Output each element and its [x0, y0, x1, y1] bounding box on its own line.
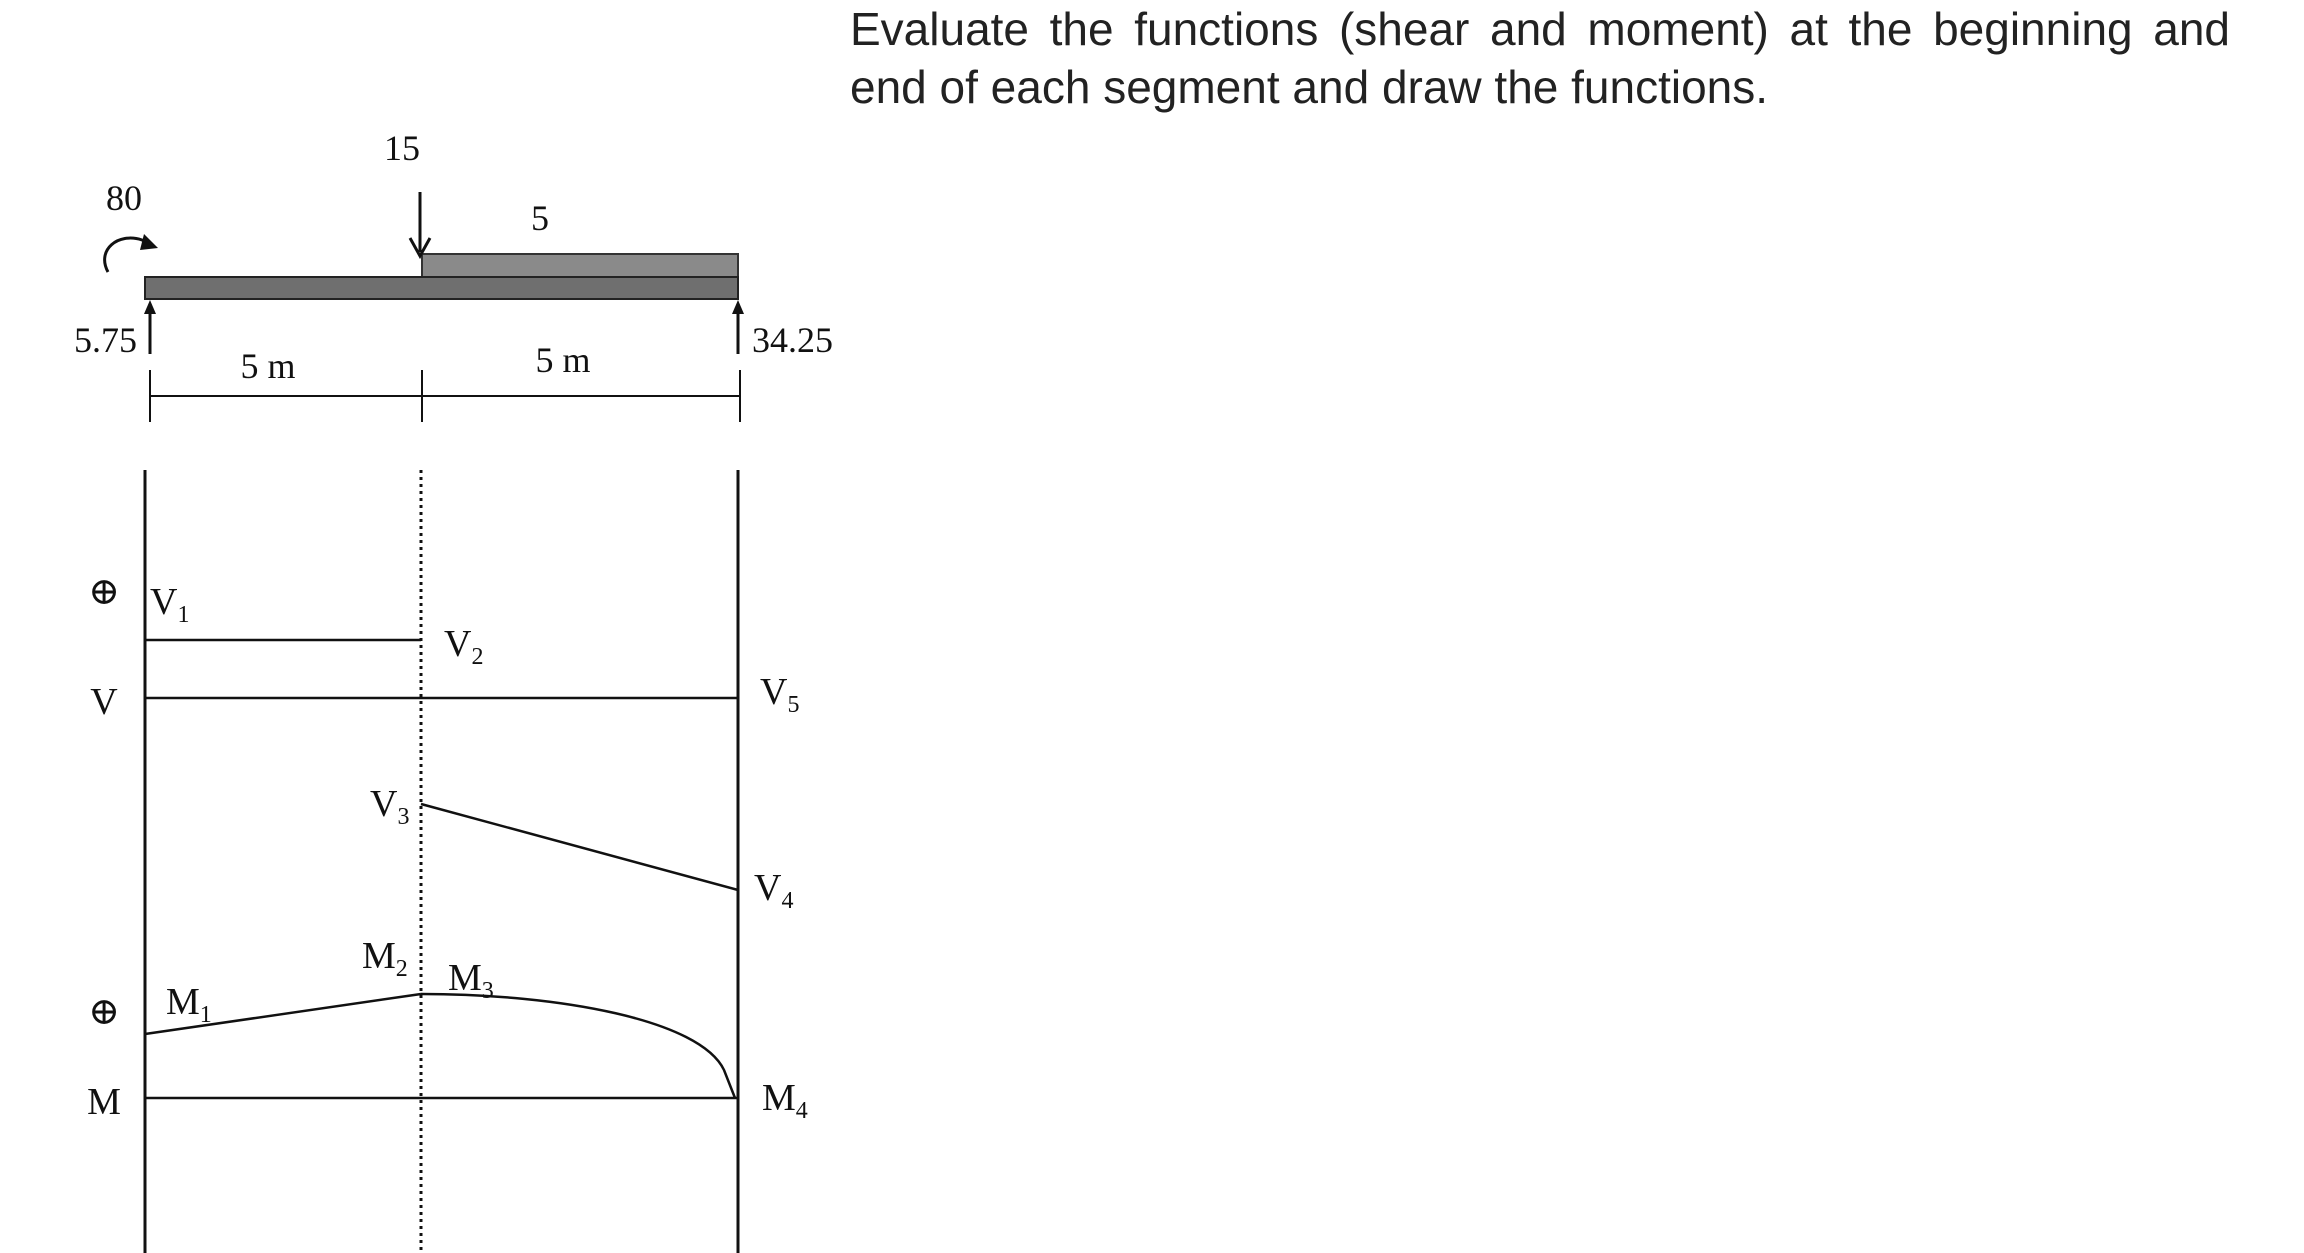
shear-label-v1: $V_1$ [150, 581, 190, 628]
distributed-load-label: 5 [531, 198, 549, 238]
moment-label-m3: $M_3$ [448, 957, 494, 1004]
moment-axis-label: M [87, 1081, 121, 1123]
moment-label-m1: $M_1$ [166, 981, 212, 1028]
beam [145, 277, 738, 299]
shear-segment-2 [421, 804, 738, 890]
moment-segment-2 [421, 994, 735, 1098]
span-right-label: 5 m [535, 340, 591, 380]
point-load-label: 15 [384, 128, 420, 168]
span-left-label: 5 m [240, 346, 296, 386]
moment-arrowhead [140, 234, 158, 250]
left-reaction-label: 5.75 [74, 320, 137, 360]
moment-label-m2: $M_2$ [362, 935, 408, 982]
moment-label-m4: $M_4$ [762, 1077, 808, 1124]
instruction-text: Evaluate the functions (shear and moment) at the beginning and end of each segment and draw the functions. [850, 3, 2230, 113]
shear-positive-symbol: ⊕ [88, 571, 120, 613]
left-reaction-arrowhead [144, 300, 156, 314]
right-reaction-arrowhead [732, 300, 744, 314]
shear-label-v2: $V_2$ [444, 623, 484, 670]
shear-label-v4: $V_4$ [754, 867, 794, 914]
shear-axis-label: V [90, 681, 118, 723]
right-reaction-label: 34.25 [752, 320, 833, 360]
shear-label-v5: $V_5$ [760, 671, 800, 718]
moment-load-label: 80 [106, 178, 142, 218]
moment-positive-symbol: ⊕ [88, 991, 120, 1033]
moment-diagram [87, 935, 808, 1124]
shear-label-v3: $V_3$ [370, 783, 410, 830]
beam-figure [74, 128, 833, 422]
shear-diagram [88, 571, 799, 914]
distributed-load-block [422, 254, 738, 278]
diagram-frame [145, 470, 738, 1253]
